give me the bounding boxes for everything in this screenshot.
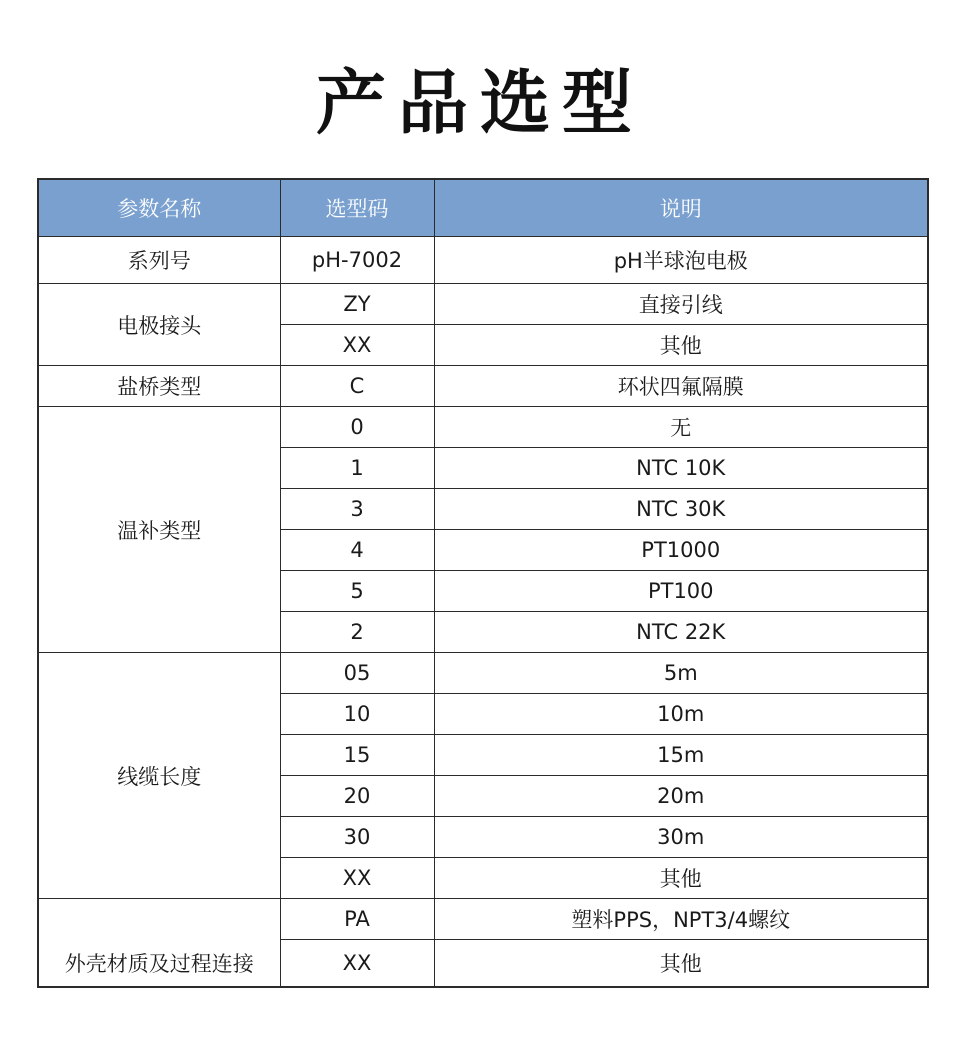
- product-selection-table: [37, 178, 929, 988]
- description-cell: 其他: [434, 940, 928, 988]
- header-row: [38, 179, 928, 237]
- table-row: [38, 899, 928, 940]
- table-row: [38, 237, 928, 284]
- param-name-cell: 外壳材质及过程连接: [38, 899, 280, 988]
- code-cell: 5: [280, 571, 434, 612]
- description-cell: PT100: [434, 571, 928, 612]
- code-cell: 10: [280, 694, 434, 735]
- code-cell: C: [280, 366, 434, 407]
- code-cell: pH-7002: [280, 237, 434, 284]
- table-row: [38, 366, 928, 407]
- description-cell: 20m: [434, 776, 928, 817]
- description-cell: NTC 30K: [434, 489, 928, 530]
- header-param-name: 参数名称: [38, 179, 280, 237]
- description-cell: pH半球泡电极: [434, 237, 928, 284]
- code-cell: XX: [280, 940, 434, 988]
- description-cell: 塑料PPS，NPT3/4螺纹: [434, 899, 928, 940]
- code-cell: 3: [280, 489, 434, 530]
- table-row: [38, 407, 928, 448]
- code-cell: PA: [280, 899, 434, 940]
- table-body: [38, 237, 928, 988]
- code-cell: 05: [280, 653, 434, 694]
- code-cell: 1: [280, 448, 434, 489]
- description-cell: 30m: [434, 817, 928, 858]
- header-selection-code: 选型码: [280, 179, 434, 237]
- description-cell: 15m: [434, 735, 928, 776]
- code-cell: 4: [280, 530, 434, 571]
- code-cell: 20: [280, 776, 434, 817]
- param-name-cell: 系列号: [38, 237, 280, 284]
- table-row: [38, 284, 928, 325]
- table-row: [38, 653, 928, 694]
- page-title: 产品选型: [316, 62, 644, 144]
- description-cell: NTC 10K: [434, 448, 928, 489]
- param-name-cell: 温补类型: [38, 407, 280, 653]
- code-cell: 30: [280, 817, 434, 858]
- description-cell: 其他: [434, 325, 928, 366]
- header-description: 说明: [434, 179, 928, 237]
- param-name-cell: 电极接头: [38, 284, 280, 366]
- table-header: [38, 179, 928, 237]
- code-cell: 2: [280, 612, 434, 653]
- param-name-cell: 线缆长度: [38, 653, 280, 899]
- description-cell: 无: [434, 407, 928, 448]
- description-cell: 10m: [434, 694, 928, 735]
- code-cell: ZY: [280, 284, 434, 325]
- code-cell: XX: [280, 325, 434, 366]
- description-cell: PT1000: [434, 530, 928, 571]
- description-cell: 直接引线: [434, 284, 928, 325]
- code-cell: 15: [280, 735, 434, 776]
- description-cell: 5m: [434, 653, 928, 694]
- description-cell: NTC 22K: [434, 612, 928, 653]
- description-cell: 环状四氟隔膜: [434, 366, 928, 407]
- code-cell: XX: [280, 858, 434, 899]
- description-cell: 其他: [434, 858, 928, 899]
- param-name-cell: 盐桥类型: [38, 366, 280, 407]
- code-cell: 0: [280, 407, 434, 448]
